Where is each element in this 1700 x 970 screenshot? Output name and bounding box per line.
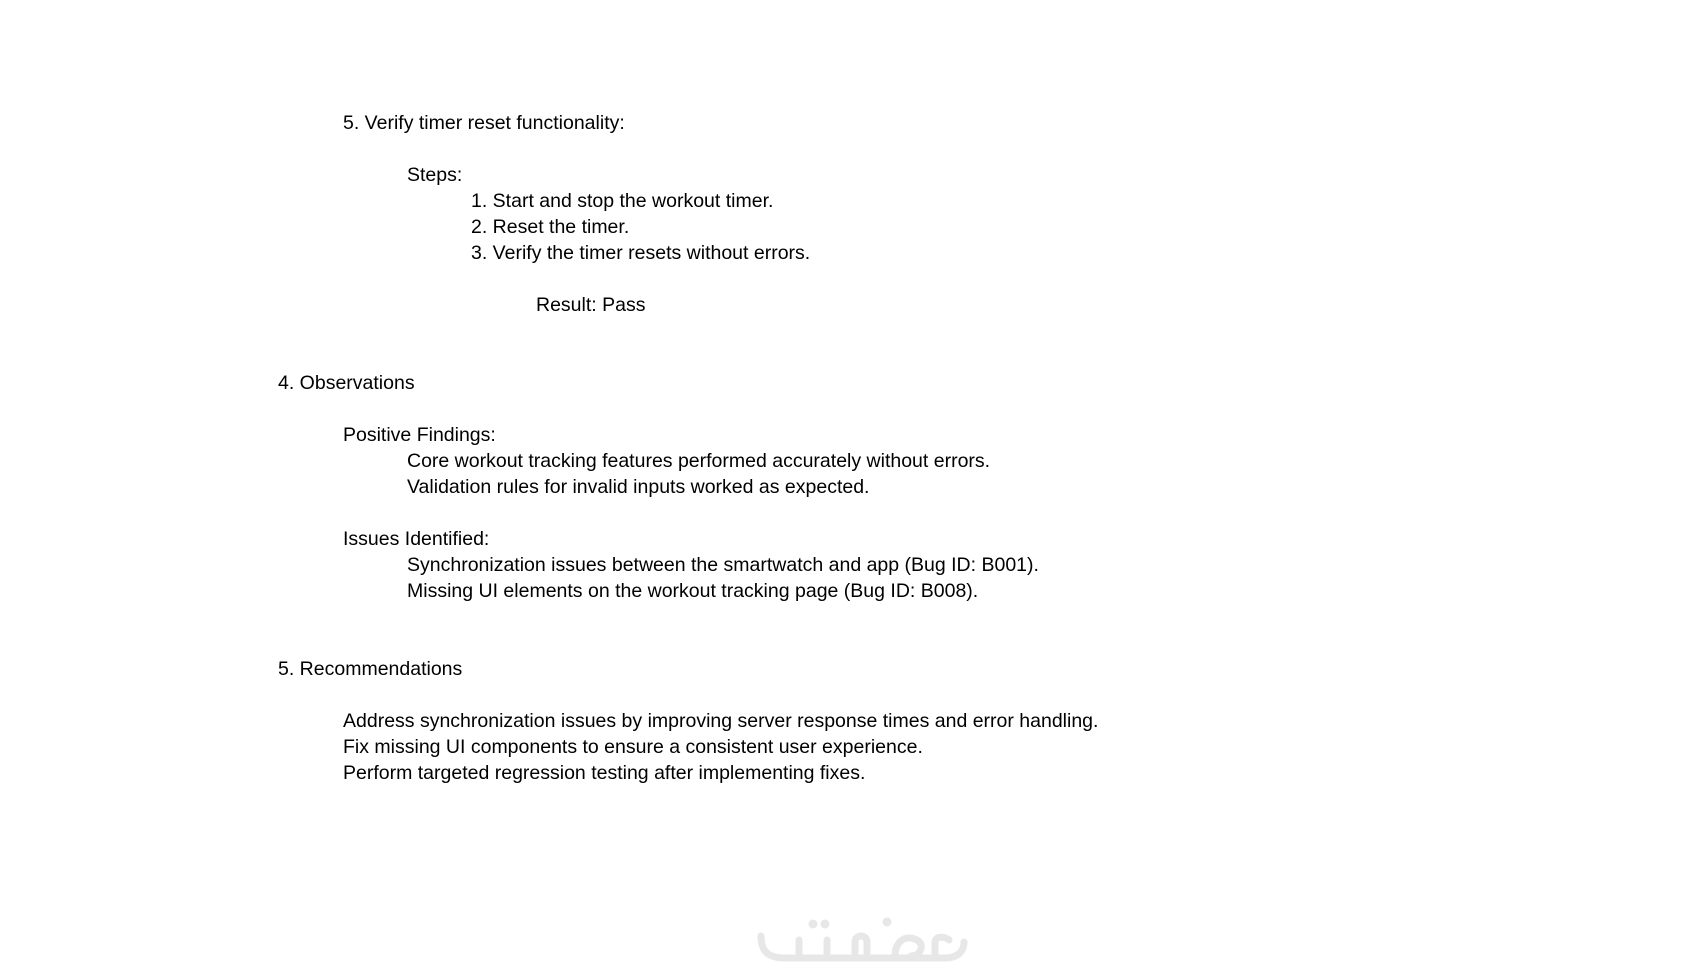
step-item: 3. Verify the timer resets without errors. [471,242,811,264]
step-item: 1. Start and stop the workout timer. [471,190,774,212]
issues-identified-label: Issues Identified: [343,528,490,550]
issue-item: Missing UI elements on the workout tracking page (Bug ID: B008). [407,580,979,602]
test-case-heading: 5. Verify timer reset functionality: [343,112,625,134]
recommendation-item: Perform targeted regression testing after implementing fixes. [343,762,866,784]
observations-heading: 4. Observations [278,372,415,394]
recommendation-item: Address synchronization issues by improving server response times and error handling. [343,710,1099,732]
positive-finding-item: Core workout tracking features performed accurately without errors. [407,450,991,472]
khamsat-logo-icon [755,912,970,964]
positive-findings-label: Positive Findings: [343,424,496,446]
positive-finding-item: Validation rules for invalid inputs worked as expected. [407,476,870,498]
step-item: 2. Reset the timer. [471,216,630,238]
issue-item: Synchronization issues between the smartwatch and app (Bug ID: B001). [407,554,1039,576]
steps-label: Steps: [407,164,463,186]
recommendations-heading: 5. Recommendations [278,658,463,680]
result-text: Result: Pass [536,294,646,316]
recommendation-item: Fix missing UI components to ensure a consistent user experience. [343,736,923,758]
